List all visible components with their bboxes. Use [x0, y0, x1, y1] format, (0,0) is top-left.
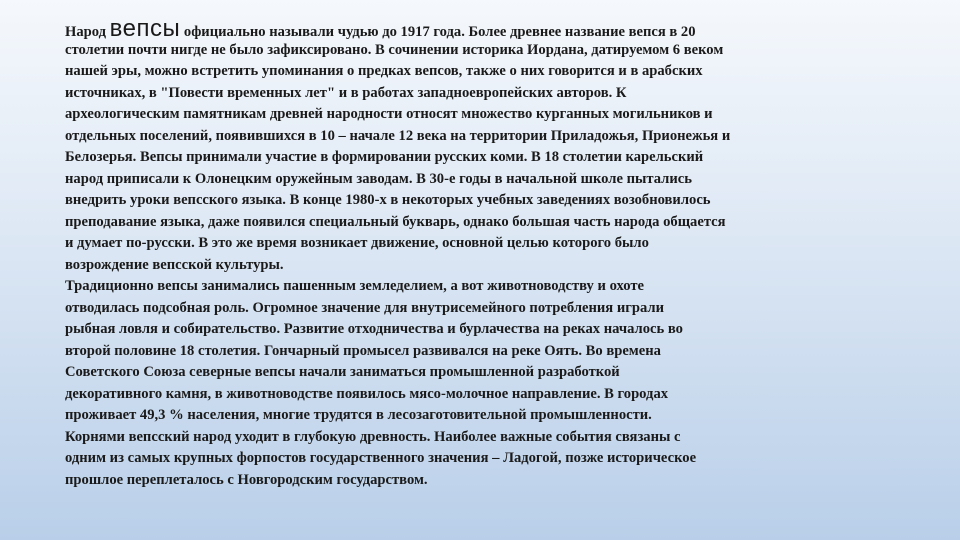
slide-text-body [65, 15, 900, 491]
text-line: Корнями вепсский народ уходит в глубокую древность. Наиболее важные события связаны с [65, 428, 681, 445]
text-line: внедрить уроки вепсского языка. В конце 1980-х в некоторых учебных заведениях возобновилось [65, 192, 711, 208]
lead-prefix: Народ [65, 24, 110, 40]
text-line: возрождение вепсской культуры. [65, 256, 284, 273]
text-line: отдельных поселений, появившихся в 10 – начале 12 века на территории Приладожья, Прионежья и [65, 127, 731, 144]
text-line: проживает 49,3 % населения, многие трудятся в лесозаготовительной промышленности. [65, 407, 652, 423]
lead-suffix: официально называли чудью до 1917 года. Более древнее название вепся в 20 [180, 24, 696, 40]
text-line: одним из самых крупных форпостов государственного значения – Ладогой, позже историческое [65, 450, 697, 466]
text-line: Традиционно вепсы занимались пашенным земледелием, а вот животноводству и охоте [65, 278, 644, 294]
text-line: нашей эры, можно встретить упоминания о предках вепсов, также о них говорится и в арабских [65, 63, 703, 79]
lead-emphasis-word: вепсы [109, 15, 181, 42]
text-line: народ приписали к Олонецким оружейным заводам. В 30-е годы в начальной школе пытались [65, 170, 692, 187]
text-line: декоративного камня, в животноводстве появилось мясо-молочное направление. В городах [65, 385, 669, 402]
text-line: преподавание языка, даже появился специальный букварь, однако большая часть народа общается [65, 213, 726, 230]
text-line: столетии почти нигде не было зафиксировано. В сочинении историка Иордана, датируемом 6 веком [65, 41, 724, 58]
text-line: источниках, в "Повести временных лет" и в работах западноевропейских авторов. К [65, 84, 627, 101]
text-line: прошлое переплеталось с Новгородским государством. [65, 471, 428, 488]
text-line: и думает по-русски. В это же время возникает движение, основной целью которого было [65, 235, 649, 251]
text-line: отводилась подсобная роль. Огромное значение для внутрисемейного потребления играли [65, 299, 665, 316]
text-line: Советского Союза северные вепсы начали заниматься промышленной разработкой [65, 364, 620, 380]
text-line: второй половине 18 столетия. Гончарный промысел развивался на реке Оять. Во времена [65, 342, 661, 359]
text-line-1 [65, 15, 900, 42]
text-line: Белозерья. Вепсы принимали участие в формировании русских коми. В 18 столетии карельский [65, 149, 704, 165]
text-line: рыбная ловля и собирательство. Развитие отходничества и бурлачества на реках началось во [65, 321, 683, 337]
text-line: археологическим памятникам древней народности относят множество курганных могильников и [65, 106, 713, 122]
